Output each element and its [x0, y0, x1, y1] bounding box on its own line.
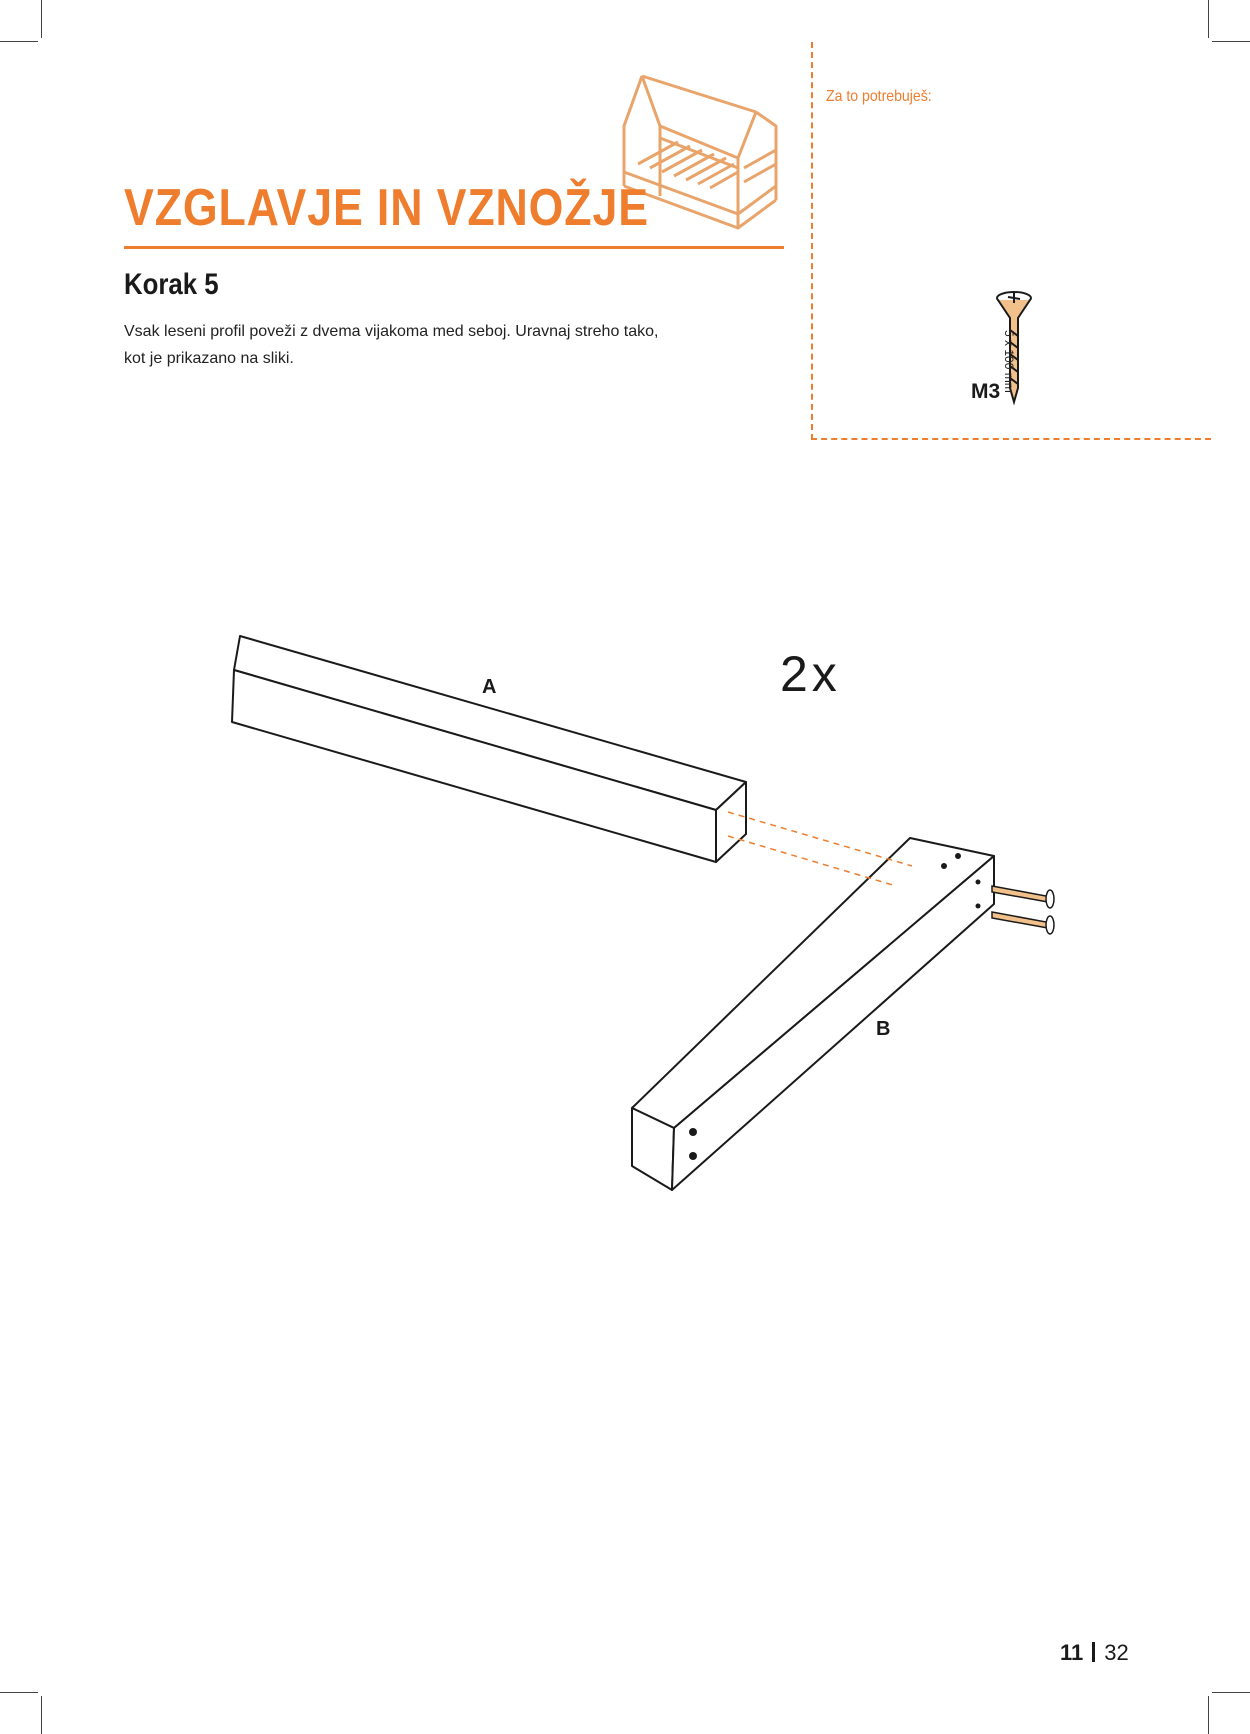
part-label-a: A	[482, 676, 497, 698]
screw-code: M3	[971, 380, 1001, 403]
page-separator	[1092, 1642, 1095, 1662]
screw-size: 5 x 100 mm	[1002, 330, 1016, 393]
quantity-label: 2x	[780, 646, 841, 702]
screws	[992, 886, 1054, 934]
part-label-b: B	[876, 1018, 891, 1040]
requirements-label: Za to potrebuješ:	[826, 88, 932, 105]
beam-a	[232, 636, 746, 862]
step-title: Korak 5	[124, 268, 219, 301]
page-number	[1060, 1640, 1129, 1666]
beam-b	[632, 838, 994, 1190]
current-page: 11	[1060, 1640, 1084, 1665]
total-pages: 32	[1104, 1640, 1129, 1665]
page-title: VZGLAVJE IN VZNOŽJE	[124, 179, 649, 237]
step-instructions: Vsak leseni profil poveži z dvema vijakoma med seboj. Uravnaj streho tako, kot je prikazano na sliki.	[124, 323, 659, 367]
